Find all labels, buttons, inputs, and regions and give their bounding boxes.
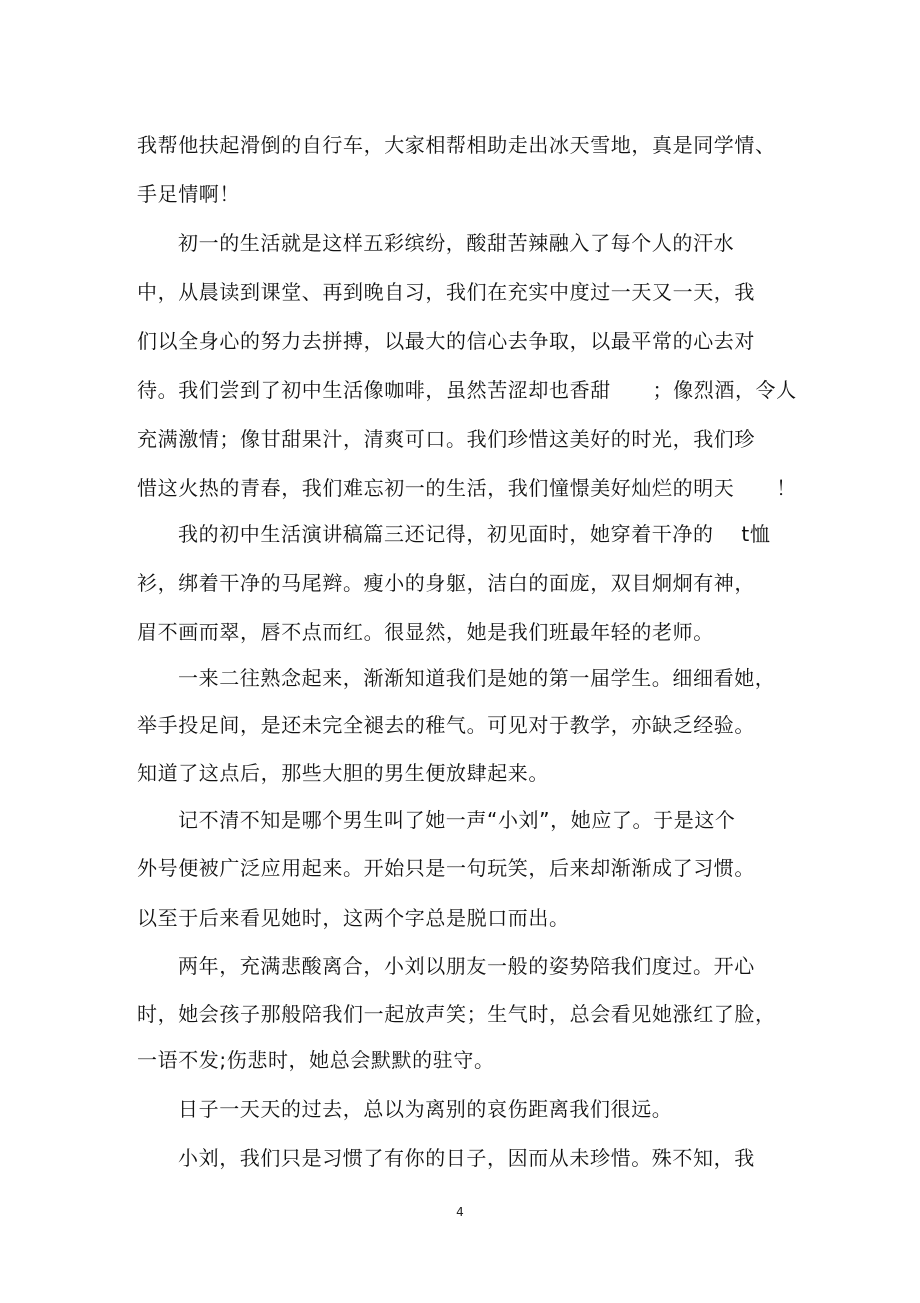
text-line: 惜这火热的青春，我们难忘初一的生活，我们憧憬美好灿烂的明天 ！ — [137, 476, 797, 500]
text-line: 时，她会孩子那般陪我们一起放声笑；生气时，总会看见她涨红了脸， — [137, 1002, 776, 1026]
text-line: 外号便被广泛应用起来。开始只是一句玩笑，后来却渐渐成了习惯。 — [137, 856, 755, 880]
paragraph-start-line: 小刘，我们只是习惯了有你的日子，因而从未珍惜。殊不知，我 — [178, 1146, 755, 1170]
text-line: 举手投足间，是还未完全褪去的稚气。可见对于教学，亦缺乏经验。 — [137, 713, 755, 737]
paragraph-start-line: 一来二往熟念起来，渐渐知道我们是她的第一届学生。细细看她， — [178, 666, 776, 690]
text-line: 们以全身心的努力去拼搏，以最大的信心去争取，以最平常的心去对 — [137, 329, 755, 353]
text-line: 我帮他扶起滑倒的自行车，大家相帮相助走出冰天雪地，真是同学情、 — [137, 133, 776, 157]
page-number: 4 — [456, 1205, 464, 1219]
text-line: 眉不画而翠，唇不点而红。很显然，她是我们班最年轻的老师。 — [137, 620, 714, 644]
text-line: 手足情啊！ — [137, 182, 240, 206]
paragraph-start-line: 我的初中生活演讲稿篇三还记得，初见面时，她穿着干净的 t恤 — [178, 522, 771, 546]
paragraph-start-line: 记不清不知是哪个男生叫了她一声“小刘”，她应了。于是这个 — [178, 808, 736, 832]
text-line: 待。我们尝到了初中生活像咖啡，虽然苦涩却也香甜 ；像烈酒，令人 — [137, 378, 797, 402]
text-line: 充满激情；像甘甜果汁，清爽可口。我们珍惜这美好的时光，我们珍 — [137, 427, 755, 451]
text-line: 一语不发;伤悲时，她总会默默的驻守。 — [137, 1048, 495, 1072]
text-line: 中，从晨读到课堂、再到晚自习，我们在充实中度过一天又一天，我 — [137, 280, 755, 304]
paragraph-start-line: 初一的生活就是这样五彩缤纷，酸甜苦辣融入了每个人的汗水 — [178, 231, 735, 255]
paragraph-start-line: 日子一天天的过去，总以为离别的哀伤距离我们很远。 — [178, 1097, 673, 1121]
text-line: 以至于后来看见她时，这两个字总是脱口而出。 — [137, 906, 570, 930]
paragraph-start-line: 两年，充满悲酸离合，小刘以朋友一般的姿势陪我们度过。开心 — [178, 954, 755, 978]
text-line: 知道了这点后，那些大胆的男生便放肆起来。 — [137, 761, 549, 785]
text-line: 衫，绑着干净的马尾辫。瘦小的身躯，洁白的面庞，双目炯炯有神， — [137, 571, 755, 595]
